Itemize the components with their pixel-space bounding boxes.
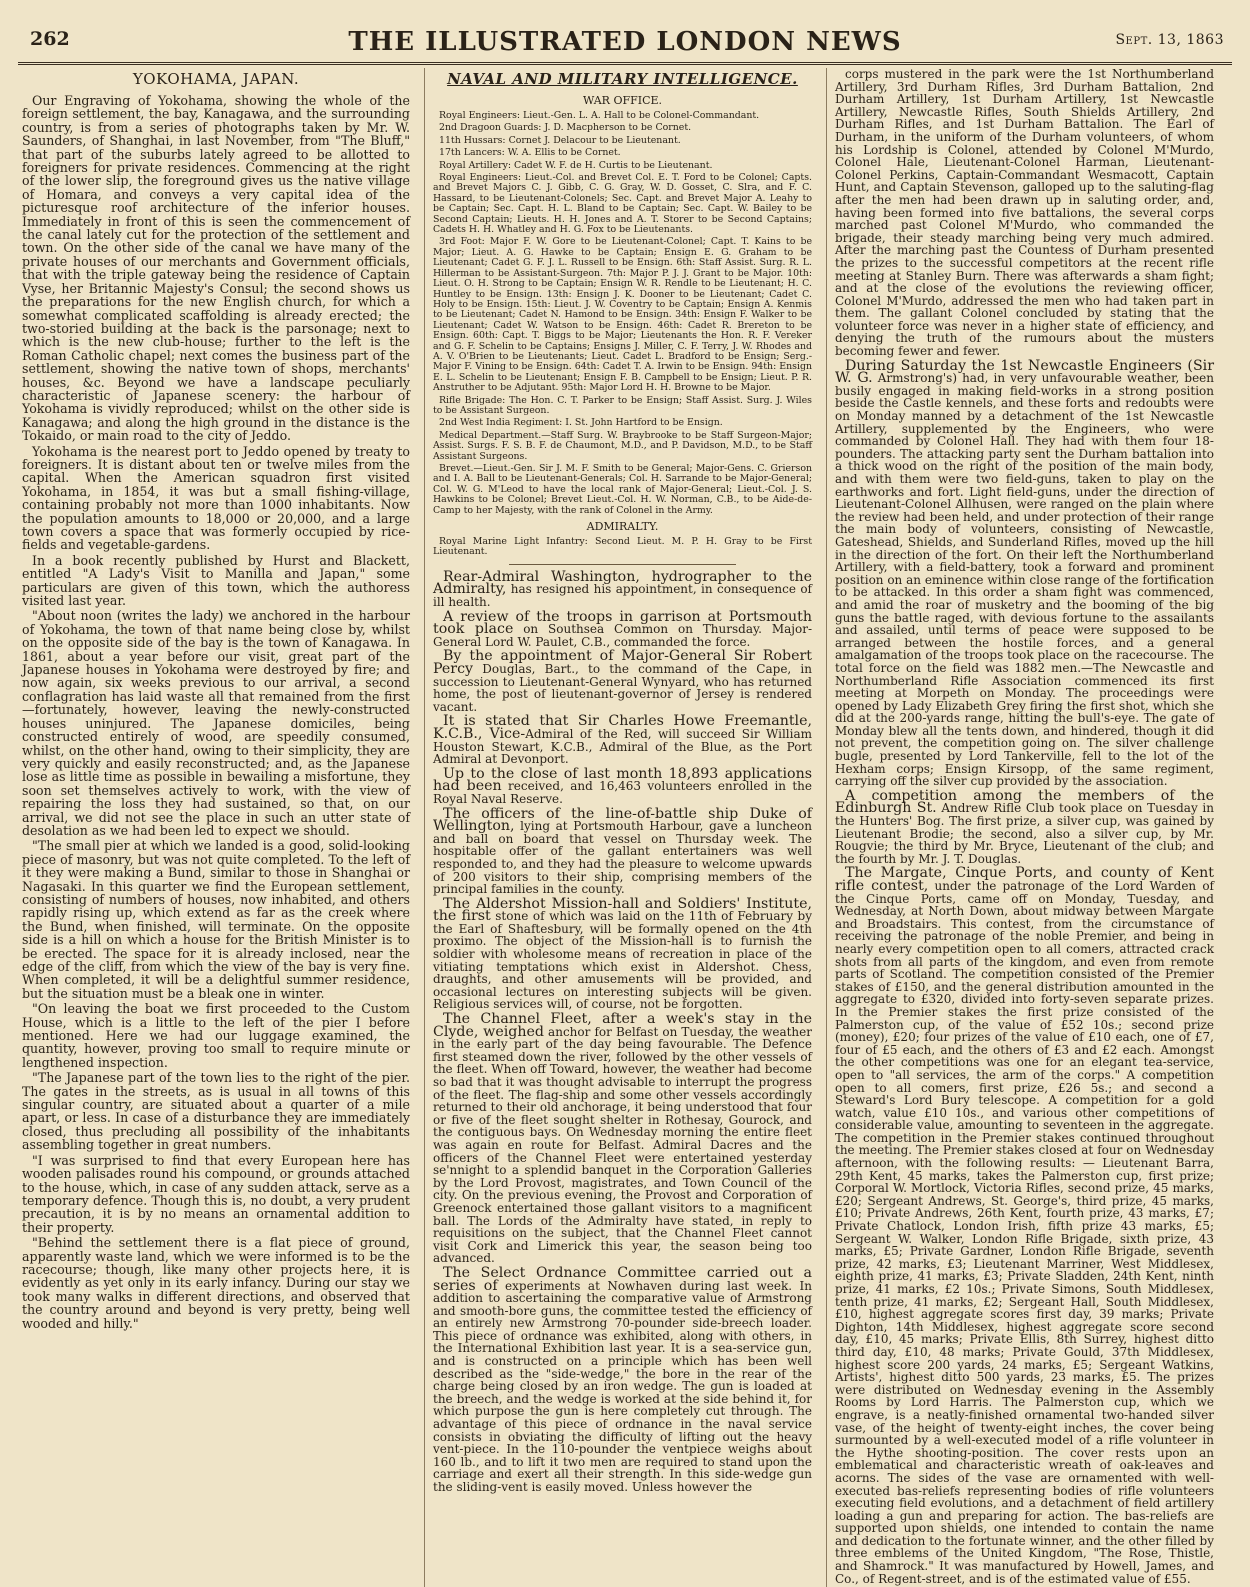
- lead-in: By the appointment of Major-General Sir Robert Percy: [433, 648, 812, 677]
- gazette-list: [433, 111, 812, 516]
- paragraph-text: Andrew Rifle Club took place on Tuesday in the Hunters' Bog. The first prize, a silver cup, was gained by Lieutenant Brodie; the second, also a silver cup, by Mr. Rougvie; the third by Mr. Bryce, Lieutenant of the club; and the fourth by Mr. J. T. Douglas.: [835, 801, 1214, 866]
- news-paragraph: [835, 357, 1214, 789]
- admiralty-text: Royal Marine Light Infantry: Second Lieut. M. P. H. Gray to be First Lieutenant.: [433, 536, 812, 558]
- paragraph-text: experiments at Nowhaven during last week. In addition to ascertaining the comparative value of Armstrong and smooth-bore guns, the committee tested the efficiency of an entirely new Armstrong 70-pounder side-breech loader. This piece of ordnance was exhibited, along with others, in the International Exhibition last year. It is a sea-service gun, and is constructed on a principle which has been well described as the "side-wedge," the bore in the rear of the charge being closed by an iron wedge. The gun is loaded at the breech, and the wedge is worked at the side behind it, for which purpose the gun is here completely cut through. The advantage of this piece of ordnance in the naval service consists in obviating the difficulty of lifting out the heavy vent-piece. In the 110-pounder the ventpiece weighs about 160 lb., and to lift it two men are required to stand upon the carriage and exert all their strength. In this side-wedge gun the sliding-vent is easily moved. Unless however the: [433, 1278, 812, 1494]
- article-paragraph: "I was surprised to find that every European here has wooden palisades round his compound, or grounds attached to the house, which, in case of any sudden attack, serve as a temporary defence. Though this is, no doubt, a very prudent precaution, it is by no means an ornamental addition to their property.: [22, 1152, 410, 1235]
- news-paragraph: [835, 787, 1214, 866]
- gazette-entry: Medical Department.—Staff Surg. W. Braybrooke to be Staff Surgeon-Major; Assist. Surgs. F. S. B. F. de Chaumont, M.D., and P. Davidson, M.D., to be Staff Assistant Surgeons.: [433, 429, 812, 462]
- lead-in: Up to the close of last month 18,893 applications had been: [433, 765, 812, 795]
- paragraph-text: Admiral of the Red, will succeed Sir William Houston Stewart, K.C.B., Admiral of the Blue, as the Port Admiral at Devonport.: [433, 726, 813, 767]
- article-paragraph: In a book recently published by Hurst and Blackett, entitled "A Lady's Visit to Manilla and Japan," some particulars are given of this town, which the authoress visited last year.: [22, 552, 410, 609]
- gazette-entry: 3rd Foot: Major F. W. Gore to be Lieutenant-Colonel; Capt. T. Kains to be Major; Lieut. A. G. Hawke to be Captain; Ensign E. G. Graham to be Lieutenant; Cadet G. F. J. L. Russell to be Ensign. 6th: Staff Assist. Surg. R. L. Hillerman to be Assistant-Surgeon. 7th: Major P. J. J. Grant to be Major. 10th: Lieut. O. H. Strong to be Captain; Ensign W. R. Rendle to be Lieutenant; H. C. Huntley to be Ensign. 13th: Ensign J. K. Dooner to be Lieutenant; Cadet C. Holy to be Ensign. 15th: Lieut. J. W. Coventry to be Captain; Ensign A. Kenmis to be Lieutenant; Cadet N. Hamond to be Ensign. 34th: Ensign F. Walker to be Lieutenant; Cadet W. Watson to be Ensign. 46th: Cadet R. Brereton to be Ensign. 60th: Capt. T. Biggs to be Major; Lieutenants the Hon. R. F. Vereker and G. F. Schelin to be Captains; Ensigns J. Miller, C. F. Terry, J. W. Rhodes and A. V. O'Brien to be Lieutenants; Lieut. Cadet L. Bradford to be Ensign; Serg.-Major F. Vining to be Ensign. 64th: Cadet T. A. Irwin to be Ensign. 94th: Ensign E. L. Schelin to be Lieutenant; Ensign F. B. Campbell to be Ensign; Lieut. P. R. Anstruther to be Adjutant. 95th: Major Lord H. H. Browne to be Major.: [433, 236, 812, 394]
- news-paragraph: [433, 568, 812, 610]
- paragraph-text: anchor for Belfast on Tuesday, the weather in the early part of the day being favourable. The Defence first steamed down the river, followed by the other vessels of the fleet. When off Toward, however, the weather had become so bad that it was thought advisable to interrupt the progress of the fleet. The flag-ship and some other vessels accordingly returned to their old anchorage, it being understood that four or five of the fleet sought shelter in Rothesay, Gourock, and the contiguous bays. On Wednesday morning the entire fleet was again en route for Belfast. Admiral Dacres and the officers of the Channel Fleet were entertained yesterday se'nnight to a splendid banquet in the Corporation Galleries by the Lord Provost, magistrates, and Town Council of the city. On the previous evening, the Provost and Corporation of Greenock entertained those gallant visitors to a magnificent ball. The Lords of the Admiralty have stated, in reply to requisitions on the subject, that the Channel Fleet cannot visit Cork and Limerick this year, the season being too advanced.: [433, 1024, 812, 1266]
- news-paragraph: [433, 608, 813, 649]
- admiralty-heading: ADMIRALTY.: [586, 520, 659, 534]
- lead-in: The Channel Fleet, after a week's stay in the Clyde, weighed: [433, 1011, 812, 1040]
- masthead: [18, 22, 1232, 65]
- paragraph-text: stone of which was laid on the 11th of February by the Earl of Shaftesbury, will be formally opened on the 4th proximo. The object of the Mission-hall is to furnish the soldier with wholesome means of recreation in place of the vitiating temptations which exist in Aldershot. Chess, draughts, and other amusements will be provided, and occasional lectures on interesting subjects will be given. Religious services will, of course, not be forgotten.: [433, 909, 812, 1012]
- paragraph-text: Douglas, Bart., to the command of the Cape, in succession to Lieutenant-General Wynyard, who has returned home, the post of lieutenant-governor of Jersey is rendered vacant.: [433, 662, 812, 714]
- article-paragraph: "About noon (writes the lady) we anchored in the harbour of Yokohama, the town of that name being close by, whilst on the opposite side of the bay is the town of Kanagawa. In 1861, about a year before our visit, great part of the Japanese houses in Yokohama were destroyed by fire; and now again, six weeks previous to our arrival, a second conflagration has laid waste all that remained from the first—fortunately, however, leaving the newly-constructed houses uninjured. The Japanese domiciles, being constructed entirely of wood, are speedily consumed, whilst, on the other hand, owing to their simplicity, they are very quickly and easily reconstructed; and, as the Japanese lose as little time as possible in bewailing a misfortune, they soon set themselves actively to work, with the view of repairing the loss they had sustained, so that, on our arrival, we did not see the place in such an utter state of desolation as we had been led to expect we should.: [22, 608, 410, 838]
- war-office-heading: WAR OFFICE.: [582, 94, 663, 107]
- gazette-entry: Royal Engineers: Lieut.-Gen. L. A. Hall to be Colonel-Commandant.: [439, 110, 760, 121]
- news-paragraph: [433, 1264, 812, 1494]
- lead-in: The Select Ordnance Committee carried out a series of: [433, 1264, 812, 1294]
- gazette-entry: 17th Lancers: W. A. Ellis to be Cornet.: [439, 147, 621, 159]
- paragraph-text: lying at Portsmouth Harbour, gave a luncheon and ball on board that vessel on Thursday week. The hospitable offer of the gallant entertainers was well responded to, and they had the pleasure to welcome upwards of 200 visitors to their ship, comprising members of the principal families in the county.: [433, 819, 812, 897]
- article-paragraph: "On leaving the boat we first proceeded to the Custom House, which is a little to the left of the pier I before mentioned. Here we had our luggage examined, the quantity, however, proving too small to require minute or lengthened inspection.: [22, 1001, 410, 1070]
- lead-in: During Saturday the 1st Newcastle Engineers (Sir W. G.: [835, 357, 1214, 387]
- paragraph-text: Armstrong's) had, in very unfavourable weather, been busily engaged in making field-works in a strong position beside the Castle kennels, and these forts and redoubts were on Monday manned by a detachment of the 1st Newcastle Artillery, supplemented by the Engineers, who were commanded by Colonel Hall. They had with them four 18-pounders. The attacking party sent the Durham battalion into a thick wood on the right of the position of the main body, and with them were two field-guns, taken to play on the earthworks and fort. Light field-guns, under the direction of Lieutenant-Colonel Allhusen, were ranged on the plain where the review had been held, and under protection of their range the main body of volunteers, consisting of Newcastle, Gateshead, Shields, and Sunderland Rifles, moved up the hill in the direction of the fort. On their left the Northumberland Artillery, with a field-battery, took a forward and prominent position on an eminence within close range of the fortification to be attacked. In this order a sham fight was commenced, and amid the roar of musketry and the booming of the big guns the battle raged, with devious fortune to the assailants and assailed, until terms of peace were supposed to be arranged between the hostile forces, and a general amalgamation of the troops took place on the racecourse. The total force on the field was 1882 men.—The Newcastle and Northumberland Rifle Association commenced its first meeting at Morpeth on Monday. The proceedings were opened by Lady Elizabeth Grey firing the first shot, which she did at the 200-yards range, hitting the bull's-eye. The gate of Monday blew all the tents down, and hindered, though it did not prevent, the competition going on. The silver challenge bugle, presented by Lord Tankerville, fell to the lot of the Hexham corps; Ensign Kirsopp, of the same regiment, carrying off the silver cup provided by the association.: [835, 371, 1214, 789]
- article-heading: YOKOHAMA, JAPAN.: [132, 70, 300, 88]
- column-volunteers: [826, 68, 1214, 1587]
- gazette-entry: Rifle Brigade: The Hon. C. T. Parker to be Ensign; Staff Assist. Surg. J. Wiles to be Assistant Surgeon.: [433, 394, 812, 416]
- page-number: 262: [30, 28, 70, 50]
- article-body: [22, 94, 410, 1330]
- newspaper-title: THE ILLUSTRATED LONDON NEWS: [348, 27, 902, 57]
- news-paragraph: [433, 765, 812, 806]
- news-paragraph: [433, 715, 812, 765]
- lead-in: The officers of the line-of-battle ship Duke of Wellington,: [433, 805, 812, 835]
- paragraph-text: has resigned his appointment, in consequence of ill health.: [433, 582, 812, 610]
- lead-in: The Margate, Cinque Ports, and county of Kent rifle contest,: [835, 865, 1214, 894]
- news-items: [433, 568, 813, 1494]
- gazette-entry: 2nd West India Regiment: I. St. John Hartford to be Ensign.: [439, 417, 723, 429]
- news-paragraph: [835, 867, 1214, 1585]
- columns: [22, 67, 1228, 1586]
- gazette-entry: Royal Engineers: Lieut.-Col. and Brevet Col. E. T. Ford to be Colonel; Capts. and Brevet Majors C. J. Gibb, C. G. Gray, W. D. Gosset, C. Slra, and F. C. Hassard, to be Lieutenant-Colonels; Sec. Capt. and Brevet Major A. Leahy to be Captain; Sec. Capt. H. L. Bland to be Captain; Sec. Capt. W. Bailey to be Second Captain; Lieuts. H. H. Jones and A. T. Storer to be Second Captains; Cadets H. H. Whatley and H. G. Fox to be Lieutenants.: [433, 172, 812, 236]
- paragraph-text: under the patronage of the Lord Warden of the Cinque Ports, came off on Monday, Tuesday, and Wednesday, at North Down, about midway between Margate and Broadstairs. This contest, from the circumstance of receiving the patronage of the noble Premier, and being in nearly every competition open to all comers, attracted crack shots from all parts of the kingdom, and even from remote parts of Scotland. The competition consisted of the Premier stakes of £150, and the general distribution amounted in the aggregate to £320, divided into forty-seven separate prizes. In the Premier stakes the first prize consisted of the Palmerston cup, of the value of £52 10s.; second prize (money), £20; four prizes of the value of £10 each, one of £7, four of £5 each, and the others of £3 and £2 each. Amongst the other competitions was one for an elegant tea-service, open to "all services, the arm of the corps." A competition open to all comers, first prize, £26 5s.; and second a Steward's Lord Bury telescope. A competition for a gold watch, value £10 10s., and various other competitions of considerable value, amounting to seventeen in the aggregate. The competition in the Premier stakes continued throughout the meeting. The Premier stakes closed at four on Wednesday afternoon, with the following results: — Lieutenant Barra, 29th Kent, 45 marks, takes the Palmerston cup, first prize; Corporal W. Mortlock, Victoria Rifles, second prize, 45 marks, £20; Sergeant Andrews, St. George's, third prize, 45 marks, £10; Private Andrews, 26th Kent, fourth prize, 43 marks, £7; Private Chatlock, London Irish, fifth prize 43 marks, £5; Sergeant W. Walker, London Rifle Brigade, sixth prize, 43 marks, £5; Private Gardner, London Rifle Brigade, seventh prize, 42 marks, £3; Lieutenant Marriner, West Middlesex, eighth prize, 41 marks, £3; Private Sladden, 24th Kent, ninth prize, 41 marks, £2 10s.; Private Simons, South Middlesex, tenth prize, 41 marks, £2; Sergeant Hall, South Middlesex, £10, highest aggregate scores first day, 39 marks; Private Dighton, 14th Middlesex, highest aggregate score second day, £10, 45 marks; Private Ellis, 8th Surrey, highest ditto third day, £10, 48 marks; Private Gould, 37th Middlesex, highest score 200 yards, 24 marks, £5; Sergeant Watkins, Artists', highest ditto 500 yards, 23 marks, £5. The prizes were distributed on Wednesday evening in the Assembly Rooms by Lord Harris. The Palmerston cup, which we engrave, is a neatly-finished ornamental two-handed silver vase, of the height of twenty-eight inches, the cover being surmounted by a well-executed model of a rifle volunteer in the Hythe shooting-position. The cover rests upon an emblematical and characteristic wreath of oak-leaves and acorns. The sides of the vase are ornamented with well-executed bas-reliefs representing bodies of rifle volunteers executing field evolutions, and a detachment of field artillery loading a gun and preparing for action. The bas-reliefs are supported upon shields, one intended to contain the name and dedication to the fortunate winner, and the other filled by three emblems of the United Kingdom, "The Rose, Thistle, and Shamrock." It was manufactured by Howell, James, and Co., of Regent-street, and is of the estimated value of £55.: [835, 879, 1214, 1586]
- issue-date: Sept. 13, 1863: [1115, 32, 1224, 48]
- news-paragraph: [433, 805, 812, 897]
- article-paragraph: "The Japanese part of the town lies to the right of the pier. The gates in the streets, as is usual in all towns of this singular country, are situated about a quarter of a mile apart, or less. In case of a disturbance they are immediately closed, thus precluding all possibility of the inhabitants assembling together in great numbers.: [22, 1070, 410, 1153]
- news-paragraph: [433, 895, 812, 1012]
- article-paragraph: Yokohama is the nearest port to Jeddo opened by treaty to foreigners. It is distant about ten or twelve miles from the capital. When the American squadron first visited Yokohama, in 1854, it was but a small fishing-village, containing probably not more than 1000 inhabitants. Now the population amounts to 18,000 or 20,000, and a large town covers a space that was formerly occupied by rice-fields and vegetable-gardens.: [22, 443, 410, 553]
- gazette-entry: Royal Artillery: Cadet W. F. de H. Curtis to be Lieutenant.: [439, 159, 713, 171]
- column-naval-military: [424, 68, 812, 1587]
- section-heading: NAVAL AND MILITARY INTELLIGENCE.: [447, 70, 798, 88]
- paragraph-text: corps mustered in the park were the 1st Northumberland Artillery, 3rd Durham Rifles, 3rd Durham Battalion, 2nd Durham Artillery, 1st Durham Artillery, 1st Newcastle Artillery, Newcastle Rifles, South Shields Artillery, 2nd Durham Rifles, and 1st Durham Battalion. The Earl of Durham, in the uniform of the Durham volunteers, of whom his Lordship is Colonel, attended by Colonel M'Murdo, Colonel Hale, Lieutenant-Colonel Harman, Lieutenant-Colonel Perkins, Captain-Commandant Wesmacott, Captain Hunt, and Captain Stevenson, galloped up to the saluting-flag after the men had been drawn up in saluting order, and, having been formed into five battalions, the several corps marched past Colonel M'Murdo, who commanded the brigade, their steady marching being very much admired. After the marching past the Countess of Durham presented the prizes to the successful competitors at the recent rifle meeting at Stanley Burn. There was afterwards a sham fight; and at the close of the evolutions the reviewing officer, Colonel M'Murdo, addressed the men who had taken part in them. The gallant Colonel concluded by stating that the volunteer force was never in a higher state of efficiency, and denying the truth of the rumours about the musters becoming fewer and fewer.: [835, 67, 1214, 359]
- gazette-entry: 2nd Dragoon Guards: J. D. Macpherson to be Cornet.: [439, 122, 692, 134]
- article-paragraph: "The small pier at which we landed is a good, solid-looking piece of masonry, but was not quite completed. To the left of it they were making a Bund, similar to those in Shanghai or Nagasaki. In this quarter we find the European settlement, consisting of numbers of houses, now inhabited, and others rapidly rising up, which extend as far as the creek where the Bund, when finished, will terminate. On the opposite side is a hill on which a house for the British Minister is to be erected. The space for it is already inclosed, near the edge of the cliff, from which the view of the bay is very fine. When completed, it will be a delightful summer residence, but the situation must be a bleak one in winter.: [22, 838, 410, 1001]
- lead-in: It is stated that Sir Charles Howe Freemantle, K.C.B., Vice-: [433, 713, 812, 742]
- paragraph-text: received, and 16,463 volunteers enrolled in the Royal Naval Reserve.: [433, 779, 812, 806]
- gazette-entry: 11th Hussars: Cornet J. Delacour to be Lieutenant.: [439, 134, 681, 146]
- lead-in: The Aldershot Mission-hall and Soldiers' Institute, the first: [433, 895, 812, 925]
- article-paragraph: "Behind the settlement there is a flat piece of ground, apparently waste land, which we were informed is to be the racecourse; though, like many other projects here, it is evidently as yet only in its early infancy. During our stay we took many walks in different directions, and observed that the country around and beyond is very pretty, being well wooded and hilly.": [22, 1235, 410, 1331]
- news-paragraph: [835, 68, 1214, 358]
- news-items: [835, 68, 1214, 1585]
- column-yokohama: [22, 68, 410, 1587]
- news-paragraph: [433, 1013, 812, 1265]
- lead-in: Rear-Admiral Washington, hydrographer to the Admiralty,: [433, 568, 812, 598]
- paragraph-text: on Southsea Common on Thursday. Major-General Lord W. Paulet, C.B., commanded the force.: [433, 622, 813, 649]
- lead-in: A review of the troops in garrison at Portsmouth took place: [433, 608, 812, 638]
- lead-in: A competition among the members of the Edinburgh St.: [835, 787, 1214, 817]
- news-paragraph: [433, 650, 812, 713]
- divider: [509, 564, 736, 565]
- gazette-entry: Brevet.—Lieut.-Gen. Sir J. M. F. Smith to be General; Major-Gens. C. Grierson and I. A. Ball to be Lieutenant-Generals; Col. H. Sarrande to be Major-General; Col. W. G. M'Leod to have the local rank of Major-General; Lieut.-Col. J. S. Hawkins to be Colonel; Brevet Lieut.-Col. H. W. Norman, C.B., to be Aide-de-Camp to her Majesty, with the rank of Colonel in the Army.: [433, 463, 812, 516]
- article-paragraph: Our Engraving of Yokohama, showing the whole of the foreign settlement, the bay, Kanagawa, and the surrounding country, is from a series of photographs taken by Mr. W. Saunders, of Shanghai, in last November, from "The Bluff," that part of the suburbs lately agreed to be allotted to foreigners for private residences. Commencing at the right of the lower slip, the foreground gives us the native village of Homara, and conveys a very capital idea of the picturesque roof architecture of the inferior houses. Immediately in front of this is seen the commencement of the canal lately cut for the protection of the settlement and town. On the other side of the canal we have many of the private houses of our merchants and Government officials, that with the triple gateway being the residence of Captain Vyse, her Britannic Majesty's Consul; the second shows us the preparations for the new English church, for which a somewhat complicated scaffolding is already erected; the two-storied building at the back is the parsonage; next to which is the new club-house; further to the left is the Roman Catholic chapel; next comes the business part of the settlement, showing the native town of shops, merchants' houses, &c. Beyond we have a landscape peculiarly characteristic of Japanese scenery: the harbour of Yokohama is vividly reproduced; whilst on the other side is Kanagawa; and along the high ground in the distance is the Tokaido, or main road to the city of Jeddo.: [22, 93, 410, 444]
